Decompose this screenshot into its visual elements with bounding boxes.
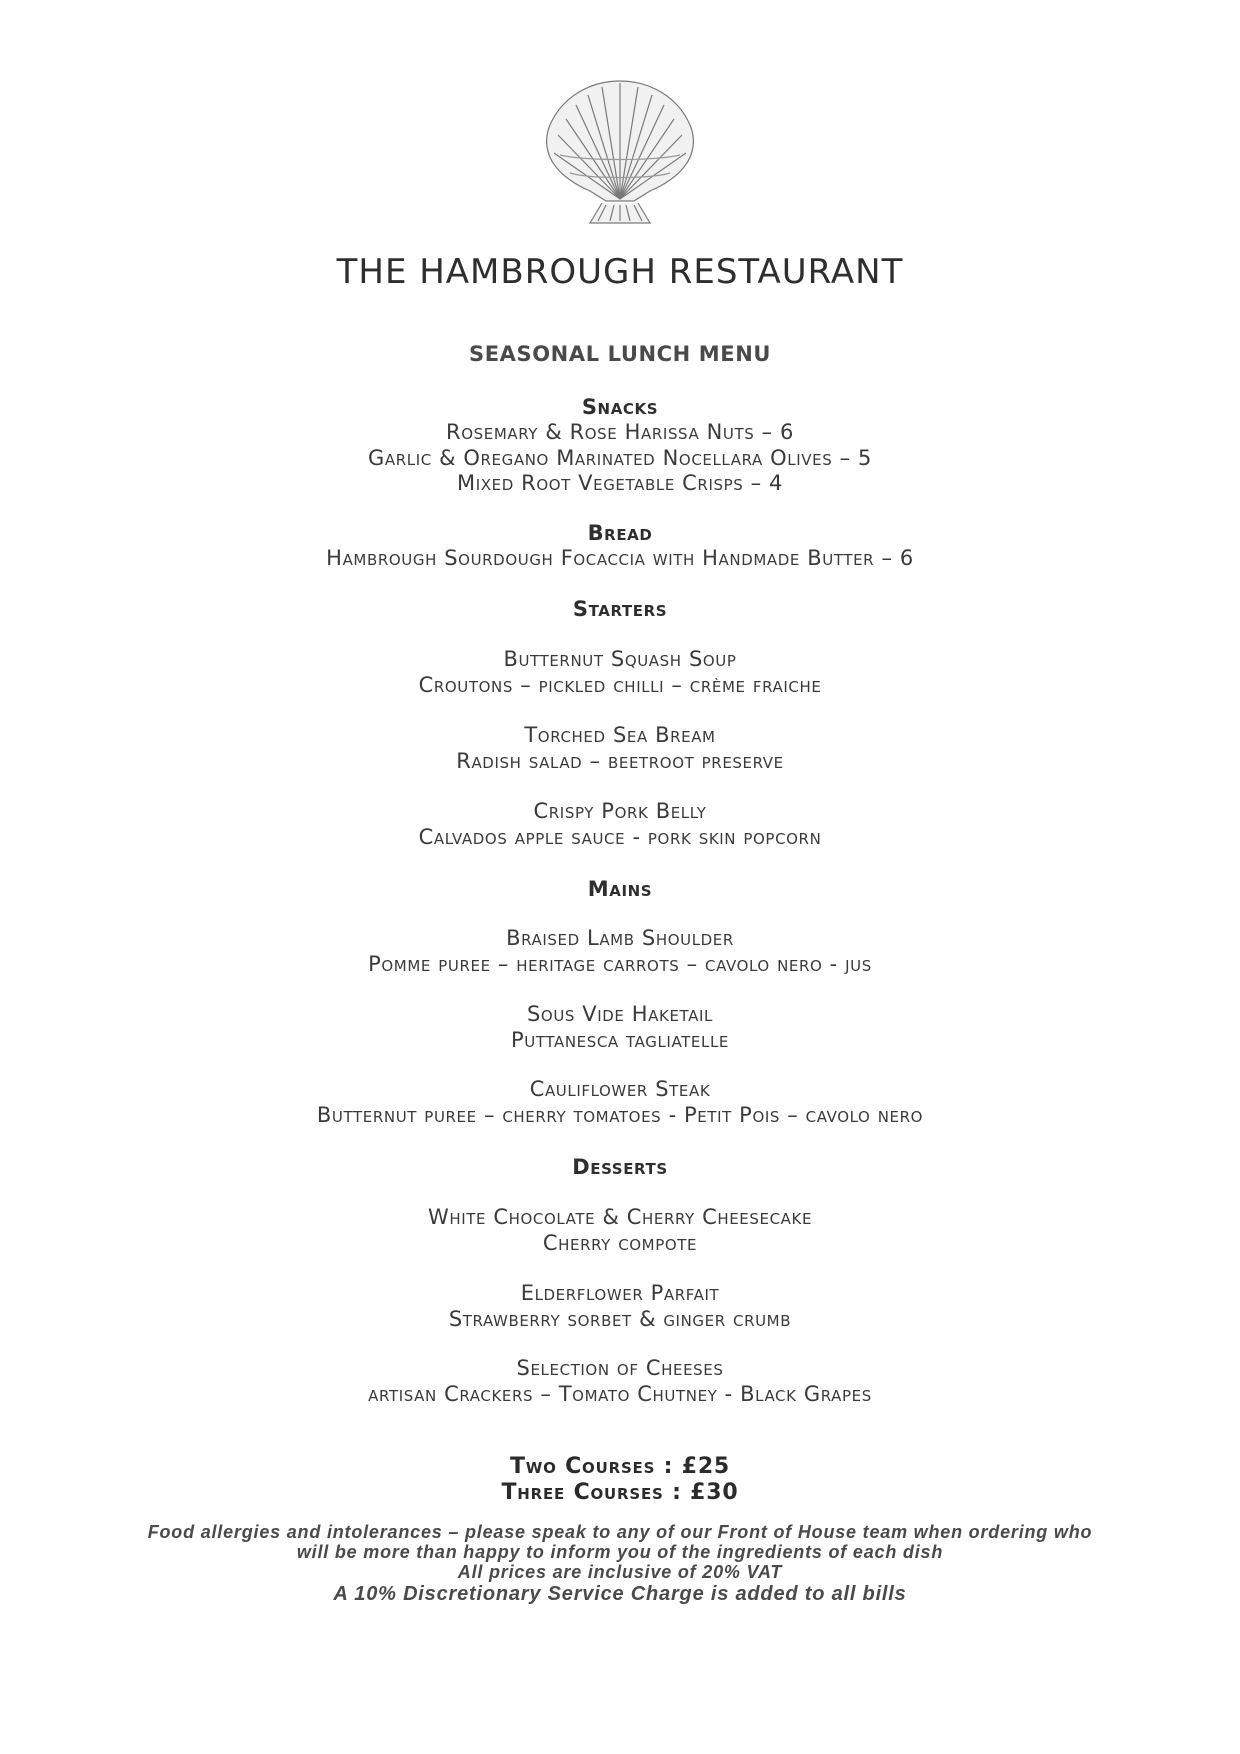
- restaurant-name: THE HAMBROUGH RESTAURANT: [336, 252, 904, 292]
- dish-name: Braised Lamb Shoulder: [506, 926, 734, 950]
- dish-description: Strawberry sorbet & ginger crumb: [448, 1306, 792, 1331]
- section-heading: Bread: [587, 521, 653, 545]
- dish-name: Elderflower Parfait: [520, 1281, 720, 1305]
- menu-item: Hambrough Sourdough Focaccia with Handmade Butter – 6: [326, 546, 914, 570]
- pricing: [60, 1454, 1180, 1506]
- dish-name: Sous Vide Haketail: [526, 1002, 713, 1026]
- dish: [60, 1002, 1180, 1053]
- three-courses-price: Three Courses : £30: [501, 1480, 739, 1505]
- dish-description: Cherry compote: [542, 1230, 698, 1255]
- dish-description: Puttanesca tagliatelle: [511, 1027, 729, 1052]
- dish-description: Calvados apple sauce - pork skin popcorn: [418, 824, 822, 849]
- menu-title: SEASONAL LUNCH MENU: [468, 342, 772, 366]
- dish-name: Torched Sea Bream: [524, 723, 716, 747]
- dish-name: Cauliflower Steak: [529, 1077, 711, 1101]
- section-heading: Snacks: [581, 395, 659, 419]
- dish: [60, 926, 1180, 977]
- menu-item: Rosemary & Rose Harissa Nuts – 6: [446, 420, 794, 444]
- two-courses-price: Two Courses : £25: [509, 1454, 731, 1479]
- bread-section: [60, 520, 1180, 572]
- dish: [60, 1281, 1180, 1332]
- dish: [60, 1356, 1180, 1407]
- allergy-note-continued: will be more than happy to inform you of the ingredients of each dish: [296, 1542, 944, 1562]
- service-charge-note: A 10% Discretionary Service Charge is added to all bills: [333, 1583, 907, 1605]
- menu-item: Mixed Root Vegetable Crisps – 4: [457, 471, 783, 495]
- dish-name: Butternut Squash Soup: [503, 647, 737, 671]
- scallop-shell-logo: [540, 75, 700, 227]
- dish: [60, 647, 1180, 698]
- footer-notes: [60, 1522, 1180, 1606]
- dish: [60, 799, 1180, 850]
- dish-name: White Chocolate & Cherry Cheesecake: [427, 1205, 813, 1229]
- dish-description: Croutons – pickled chilli – crème fraiche: [418, 672, 822, 697]
- starters-heading: Starters: [572, 597, 668, 621]
- dish-description: Radish salad – beetroot preserve: [456, 748, 784, 773]
- desserts-heading: Desserts: [572, 1155, 668, 1179]
- dish-description: Butternut puree – cherry tomatoes - Petit Pois – cavolo nero: [316, 1102, 924, 1127]
- dish: [60, 723, 1180, 774]
- vat-note: All prices are inclusive of 20% VAT: [457, 1562, 783, 1582]
- snacks-section: [60, 394, 1180, 497]
- allergy-note: Food allergies and intolerances – please speak to any of our Front of House team when ordering who: [147, 1522, 1093, 1542]
- dish-description: Pomme puree – heritage carrots – cavolo nero - jus: [368, 951, 872, 976]
- dish-description: artisan Crackers – Tomato Chutney - Black Grapes: [368, 1381, 872, 1406]
- dish-name: Crispy Pork Belly: [533, 799, 707, 823]
- dish: [60, 1205, 1180, 1256]
- menu-item: Garlic & Oregano Marinated Nocellara Olives – 5: [368, 445, 872, 470]
- dish-name: Selection of Cheeses: [516, 1356, 724, 1380]
- mains-heading: Mains: [587, 877, 653, 901]
- dish: [60, 1077, 1180, 1128]
